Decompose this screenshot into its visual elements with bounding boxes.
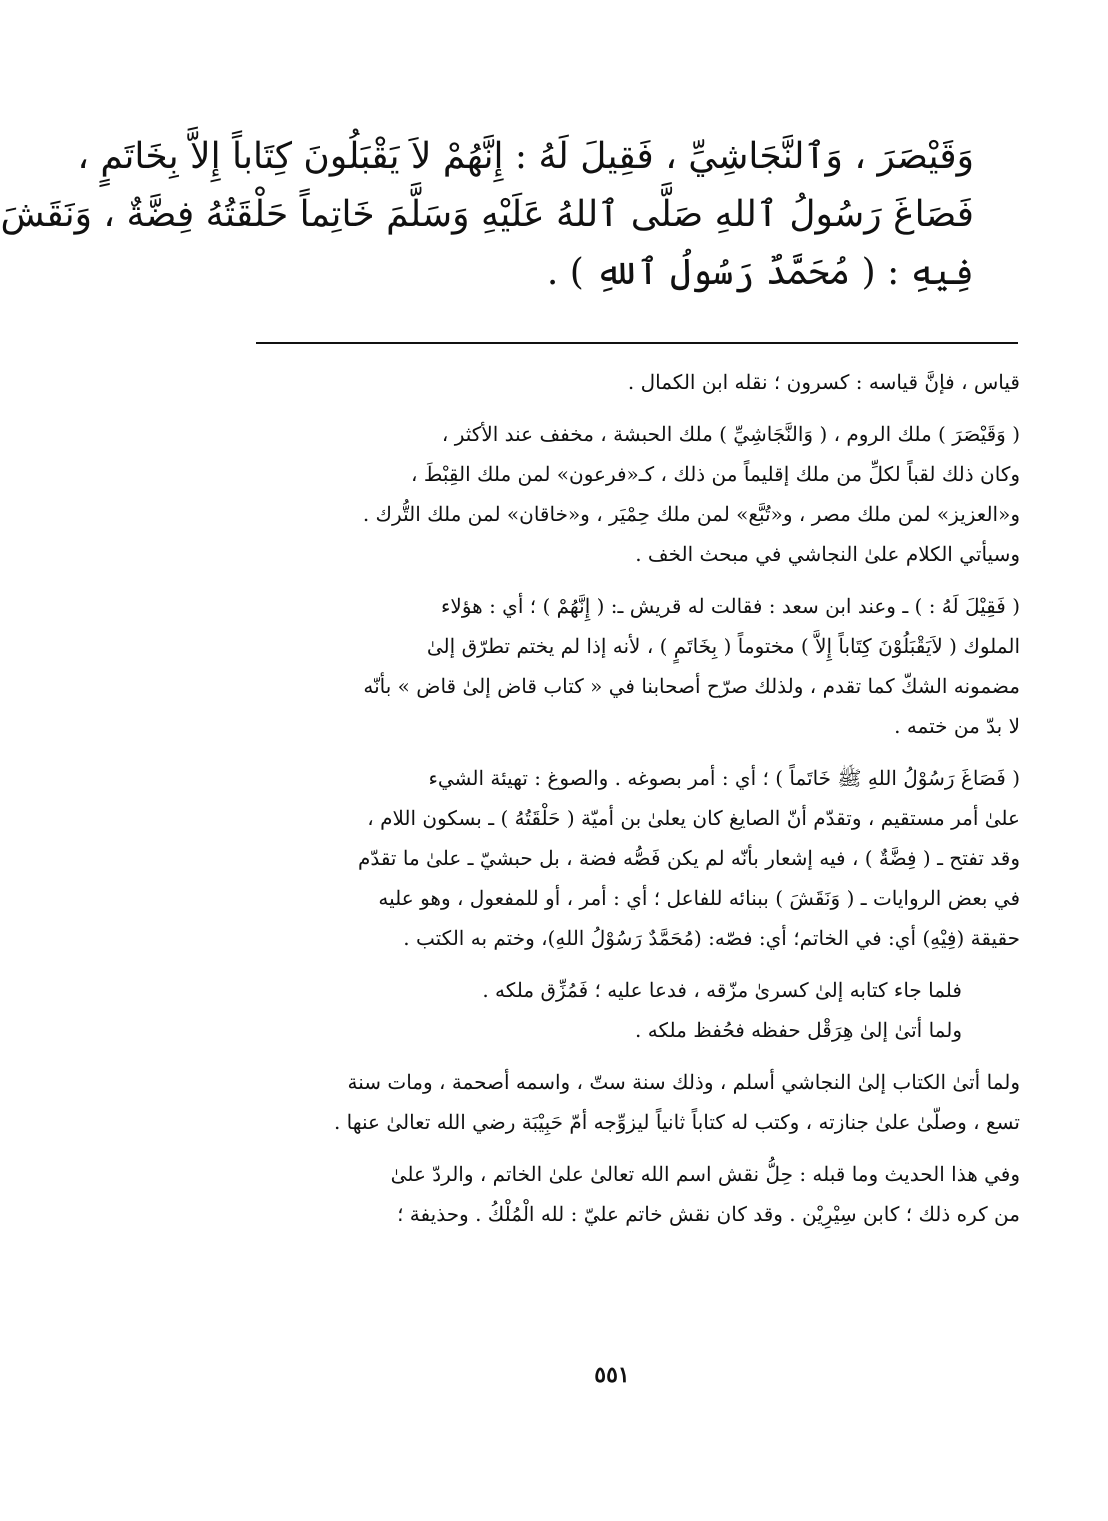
commentary-paragraph — [252, 1154, 1020, 1234]
commentary-paragraph — [252, 414, 1020, 574]
commentary-paragraph — [252, 362, 1020, 402]
commentary-line: من كره ذلك ؛ كابن سِيْرِيْن . وقد كان نقش خاتم عليّ : لله الْمُلْكُ . وحذيفة ؛ — [397, 1202, 1020, 1226]
commentary-line: لا بدّ من ختمه . — [894, 714, 1020, 738]
commentary-paragraph — [252, 586, 1020, 746]
main-text-line: وَقَيْصَرَ ، وَٱلنَّجَاشِيِّ ، فَقِيلَ لَهُ : إِنَّهُمْ لاَ يَقْبَلُونَ كِتَاباً إِلاَّ بِخَاتَمٍ ، — [77, 136, 974, 177]
commentary-paragraph — [252, 1062, 1020, 1142]
commentary-line: ( وَقَيْصَرَ ) ملك الروم ، ( وَالنَّجَاشِيِّ ) ملك الحبشة ، مخفف عند الأكثر ، — [441, 422, 1020, 446]
commentary-line: و«العزيز» لمن ملك مصر ، و«تُبَّع» لمن ملك حِمْيَر ، و«خاقان» لمن ملك التُّرك . — [362, 502, 1020, 526]
commentary-line: وسيأتي الكلام علىٰ النجاشي في مبحث الخف . — [635, 542, 1020, 566]
commentary-line: الملوك ( لاَيَقْبَلُوْنَ كِتَاباً إِلاَّ ) مختوماً ( بِخَاتَمٍ ) ، لأنه إذا لم يختم تطرّق إلىٰ — [426, 634, 1020, 658]
commentary-line: قياس ، فإنَّ قياسه : كسرون ؛ نقله ابن الكمال . — [627, 370, 1020, 394]
main-text-line: فَصَاغَ رَسُولُ ٱللهِ صَلَّى ٱللهُ عَلَيْهِ وَسَلَّمَ خَاتِماً حَلْقَتُهُ فِضَّةٌ ، وَنَقَشَ — [0, 194, 974, 235]
commentary-line: في بعض الروايات ـ ( وَنَقَشَ ) ببنائه للفاعل ؛ أي : أمر ، أو للمفعول ، وهو عليه — [378, 886, 1020, 910]
verse-line: فلما جاء كتابه إلىٰ كسرىٰ مزّقه ، فدعا عليه ؛ فَمُزِّق ملكه . — [482, 978, 962, 1002]
page-number: ٥٥١ — [594, 1362, 630, 1388]
separator-rule — [256, 342, 1018, 344]
verse-block — [252, 970, 1020, 1050]
commentary-paragraph — [252, 758, 1020, 958]
commentary-line: ( فَصَاغَ رَسُوْلُ اللهِ ﷺ خَاتَماً ) ؛ أي : أمر بصوغه . والصوغ : تهيئة الشيء — [428, 766, 1020, 790]
commentary-line: وقد تفتح ـ ( فِضَّةٌ ) ، فيه إشعار بأنّه لم يكن فَصُّه فضة ، بل حبشيّ ـ علىٰ ما تقدّم — [357, 846, 1020, 870]
commentary-line: حقيقة (فِيْهِ) أي: في الخاتم؛ أي: فصّه: (مُحَمَّدٌ رَسُوْلُ اللهِ)، وختم به الكتب . — [403, 926, 1020, 950]
main-text-line: فِيهِ : ( مُحَمَّدٌ رَسُولُ ٱللهِ ) . — [546, 252, 974, 293]
commentary-line: تسع ، وصلّىٰ علىٰ جنازته ، وكتب له كتاباً ثانياً ليزوِّجه أمّ حَبِيْبَة رضي الله تعالىٰ عنها . — [333, 1110, 1020, 1134]
commentary-line: علىٰ أمر مستقيم ، وتقدّم أنّ الصايغ كان يعلىٰ بن أميّة ( حَلْقَتُهُ ) ـ بسكون اللام ، — [367, 806, 1020, 830]
commentary-line: وفي هذا الحديث وما قبله : حِلُّ نقش اسم الله تعالىٰ علىٰ الخاتم ، والردّ علىٰ — [390, 1162, 1020, 1186]
main-text-block — [0, 128, 974, 302]
commentary-line: ولما أتىٰ الكتاب إلىٰ النجاشي أسلم ، وذلك سنة ستّ ، واسمه أصحمة ، ومات سنة — [347, 1070, 1020, 1094]
commentary-line: وكان ذلك لقباً لكلِّ من ملك إقليماً من ذلك ، كـ«فرعون» لمن ملك القِبْطَ ، — [411, 462, 1020, 486]
commentary-block — [252, 362, 1020, 1246]
verse-line: ولما أتىٰ إلىٰ هِرَقْل حفظه فحُفظ ملكه . — [635, 1018, 962, 1042]
commentary-line: مضمونه الشكّ كما تقدم ، ولذلك صرّح أصحابنا في « كتاب قاض إلىٰ قاض » بأنّه — [363, 674, 1020, 698]
commentary-line: ( فَقِيْلَ لَهُ : ) ـ وعند ابن سعد : فقالت له قريش ـ: ( إِنَّهُمْ ) ؛ أي : هؤلاء — [441, 594, 1020, 618]
